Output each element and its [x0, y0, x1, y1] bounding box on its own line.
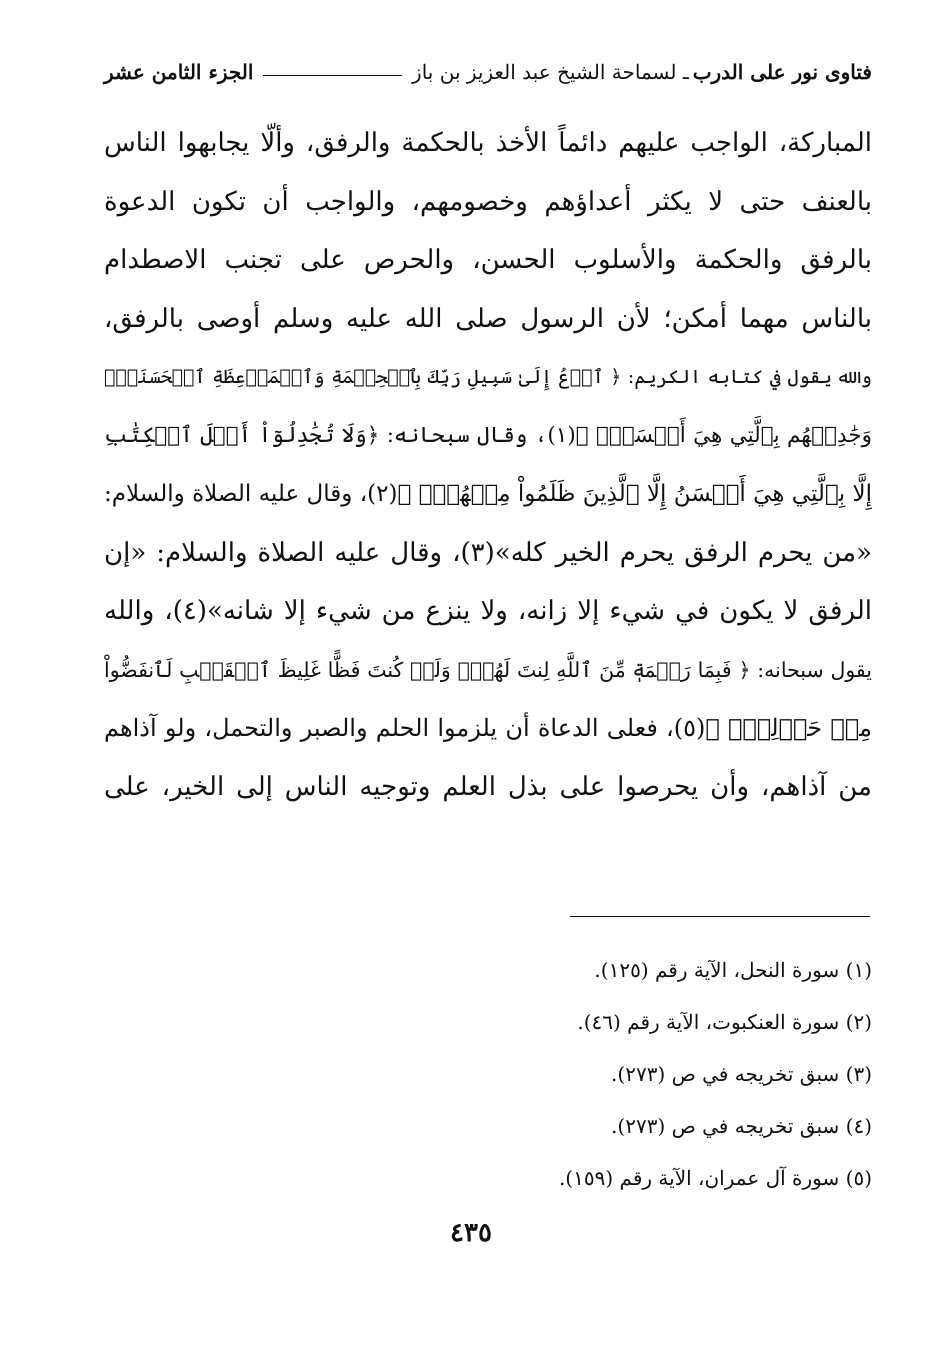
part-title: الجزء الثامن عشر	[104, 60, 254, 84]
text-line: إِلَّا بِٱلَّتِي هِيَ أَحۡسَنُ إِلَّا ٱلَّذِينَ ظَلَمُواْ مِنۡهُمۡۖ ﴾(٢)، وقال عليه الصلاة والسلام:	[104, 481, 872, 507]
footnote: (١) سورة النحل، الآية رقم (١٢٥).	[594, 958, 872, 982]
main-text	[104, 114, 872, 816]
text-line: بالناس مهما أمكن؛ لأن الرسول صلى الله عليه وسلم أوصى بالرفق،	[104, 303, 872, 334]
header-rule	[263, 75, 402, 76]
footnote-separator	[570, 916, 870, 917]
footnote: (٤) سبق تخريجه في ص (٢٧٣).	[611, 1114, 872, 1138]
footnote: (٣) سبق تخريجه في ص (٢٧٣).	[611, 1062, 872, 1086]
footnotes	[104, 944, 872, 1204]
book-title: فتاوى نور على الدرب	[692, 60, 872, 84]
text-line: من آذاهم، وأن يحرصوا على بذل العلم وتوجيه الناس إلى الخير، على	[104, 771, 872, 802]
text-line: المباركة، الواجب عليهم دائماً الأخذ بالحكمة والرفق، وألّا يجابهوا الناس	[104, 128, 872, 158]
text-line: مِنۡ حَوۡلِكَۖ ﴾(٥)، فعلى الدعاة أن يلزموا الحلم والصبر والتحمل، ولو آذاهم	[104, 714, 872, 742]
text-line: الرفق لا يكون في شيء إلا زانه، ولا ينزع من شيء إلا شانه»(٤)، والله	[104, 596, 872, 626]
author-line: ـ لسماحة الشيخ عبد العزيز بن باز	[412, 60, 689, 84]
text-line: وَجَٰدِلۡهُم بِٱلَّتِي هِيَ أَحۡسَنُۚ ﴾(١)، وقال سبحانه: ﴿وَلَا تُجَٰدِلُوٓاْ أَهۡلَ ٱلۡكِتَٰبِ	[104, 422, 872, 448]
footnote: (٥) سورة آل عمران، الآية رقم (١٥٩).	[558, 1166, 872, 1190]
footnote: (٢) سورة العنكبوت، الآية رقم (٤٦).	[577, 1010, 872, 1034]
running-header	[104, 52, 872, 92]
text-line: والله يقول في كتابه الكريم: ﴿ ٱدۡعُ إِلَىٰ سَبِيلِ رَبِّكَ بِٱلۡحِكۡمَةِ وَٱلۡمَوۡعِظَةِ ٱلۡحَسَنَةِۖ	[104, 366, 872, 388]
text-line: يقول سبحانه: ﴿ فَبِمَا رَحۡمَةٖ مِّنَ ٱللَّهِ لِنتَ لَهُمۡۖ وَلَوۡ كُنتَ فَظًّا غَلِيظَ ٱلۡقَلۡبِ لَٱنفَضُّواْ	[104, 657, 872, 682]
text-line: بالرفق والحكمة والأسلوب الحسن، والحرص على تجنب الاصطدام	[104, 245, 872, 275]
text-line: بالعنف حتى لا يكثر أعداؤهم وخصومهم، والواجب أن تكون الدعوة	[104, 186, 872, 217]
page-number: ٤٣٥	[450, 1218, 492, 1248]
text-line: «من يحرم الرفق يحرم الخير كله»(٣)، وقال عليه الصلاة والسلام: «إن	[104, 537, 872, 568]
